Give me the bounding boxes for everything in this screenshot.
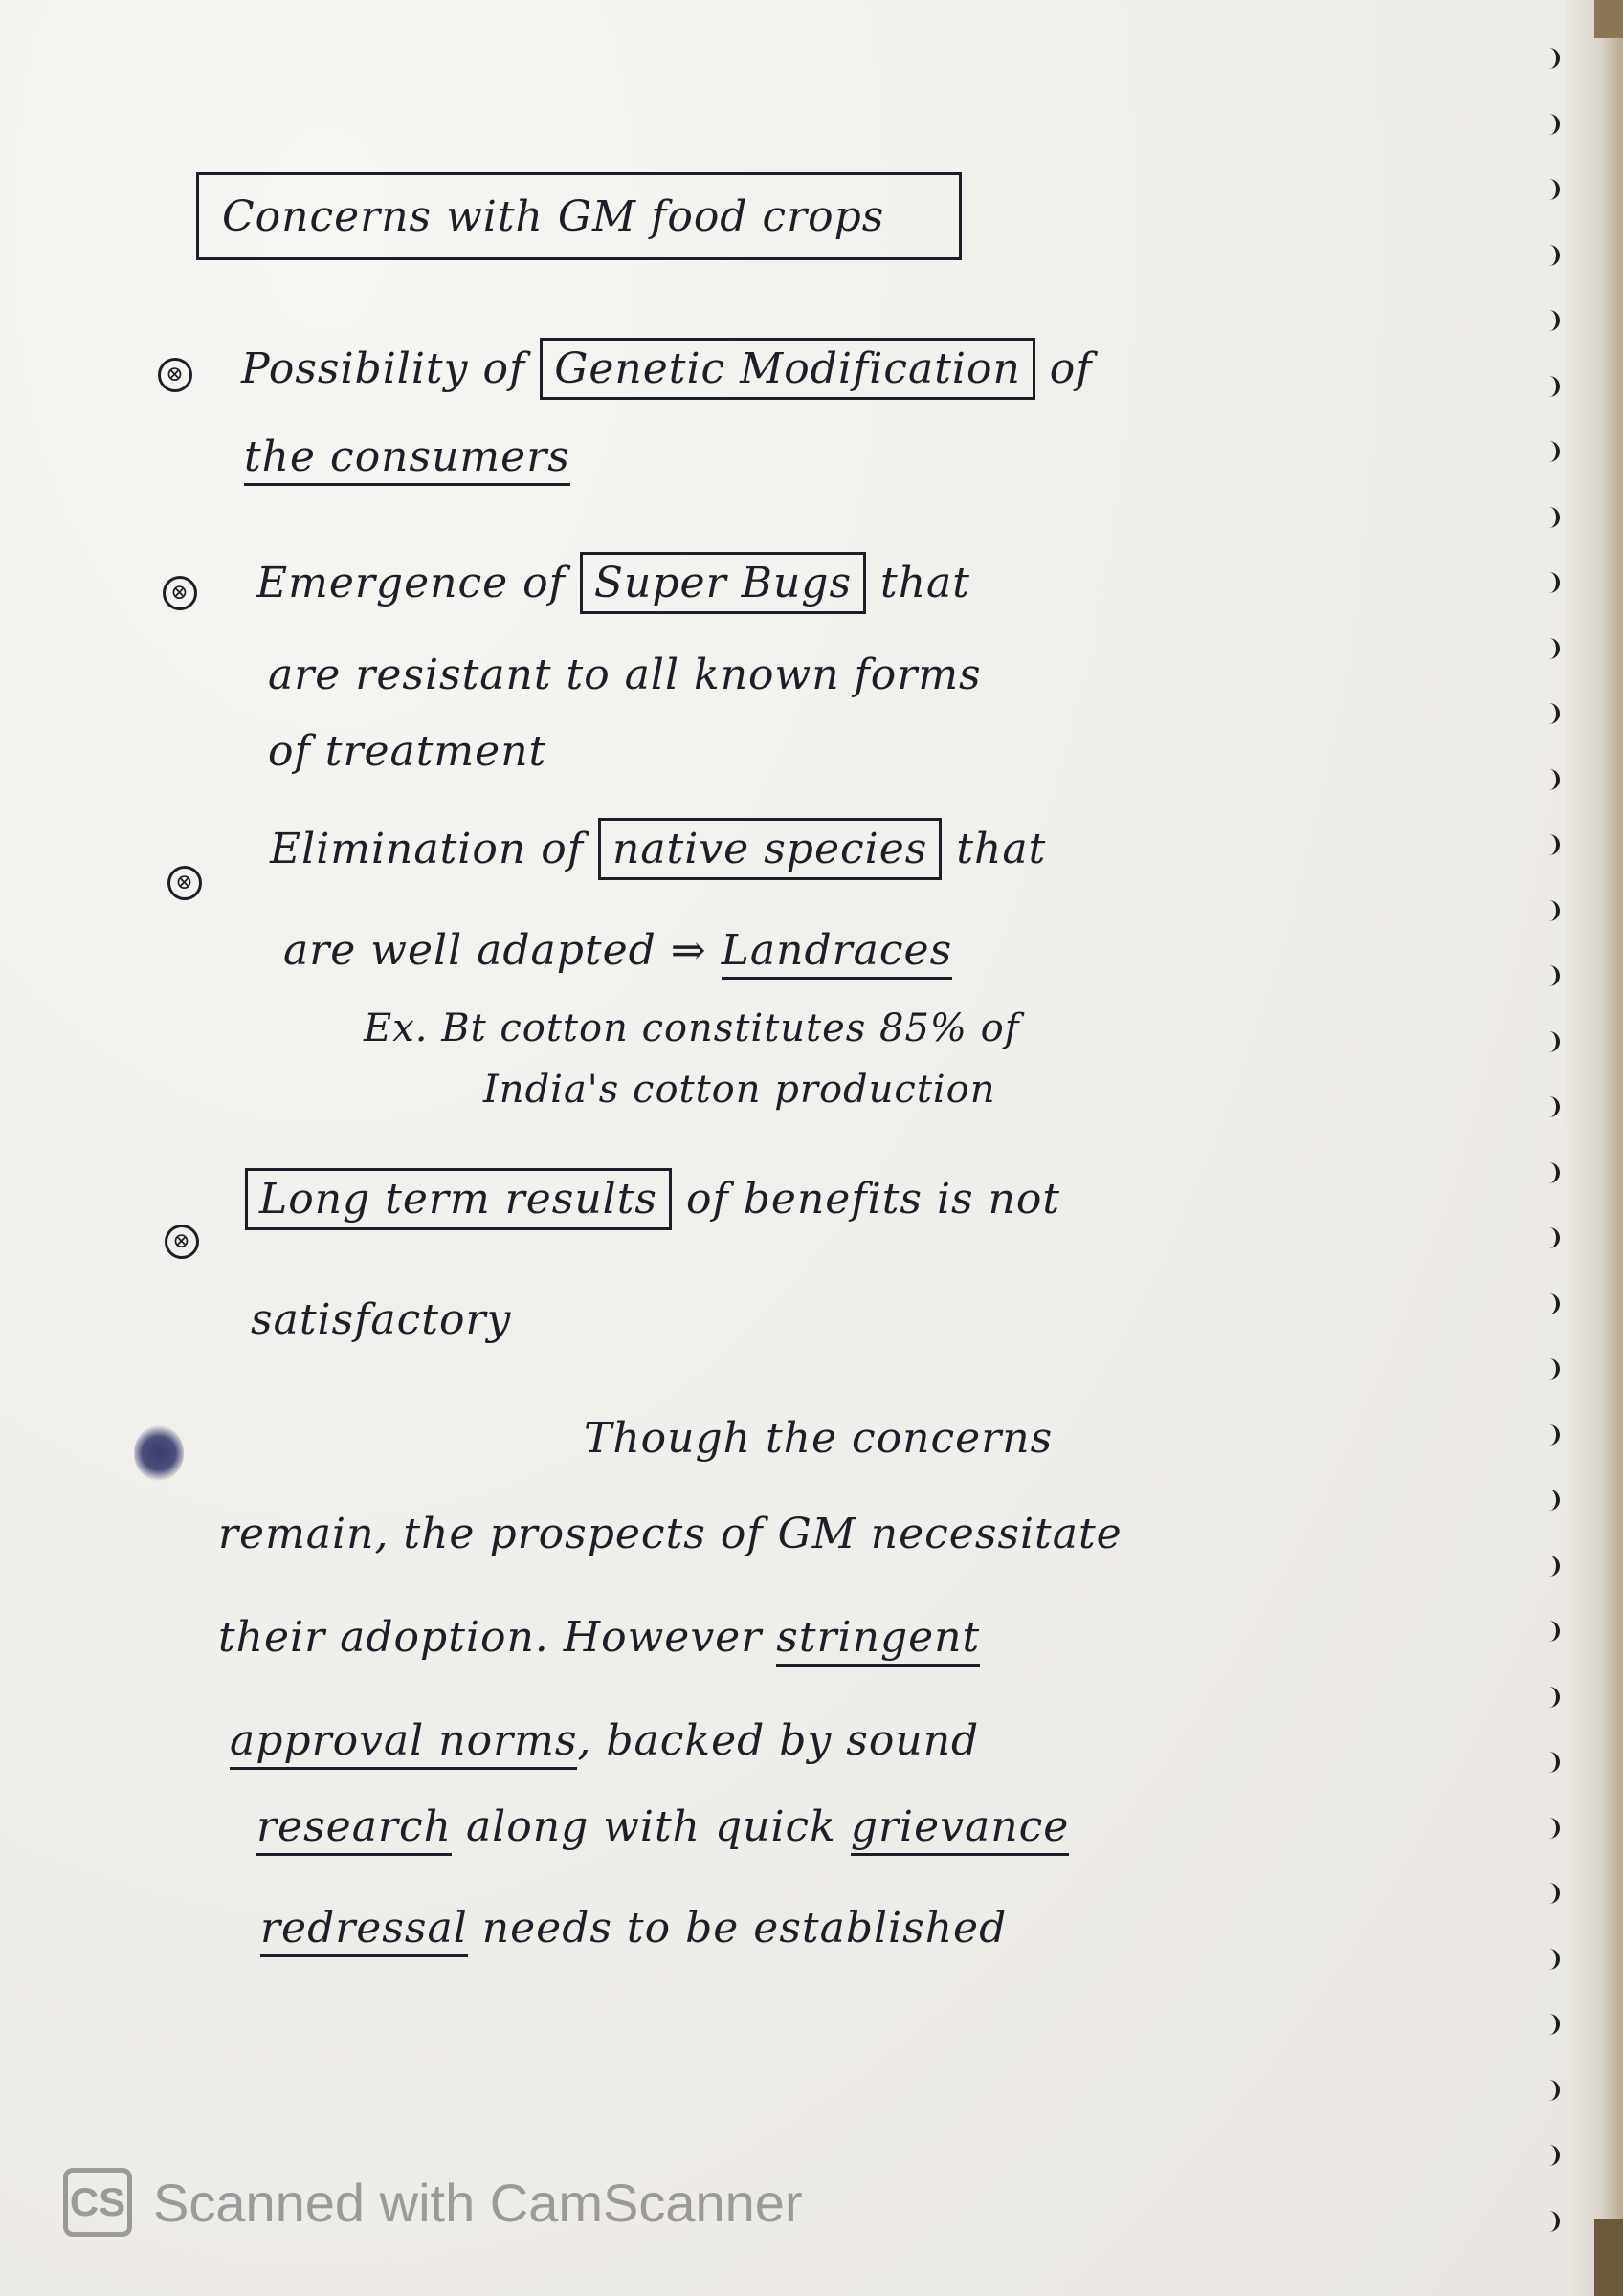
point-3-key-term: native species xyxy=(598,818,942,880)
point-1-text: Possibility of xyxy=(241,344,526,393)
note-title: Concerns with GM food crops xyxy=(196,172,962,260)
point-3-text: Elimination of xyxy=(270,825,584,873)
conclusion-line-2: remain, the prospects of GM necessitate xyxy=(218,1510,1123,1558)
conclusion-text-6: needs to be established xyxy=(481,1904,1008,1953)
point-3-underlined-term: Landraces xyxy=(722,926,952,980)
binding-hole-icon xyxy=(1543,2211,1560,2232)
point-2-line-1 xyxy=(256,559,970,607)
watermark-text: Scanned with CamScanner xyxy=(153,2172,803,2233)
bullet-icon: ⊗ xyxy=(163,576,197,610)
point-3-text-post: that xyxy=(956,825,1047,873)
example-line-1: Ex. Bt cotton constitutes 85% of xyxy=(364,1006,1020,1050)
point-2-text-post: that xyxy=(880,559,970,607)
underlined-term-redressal: redressal xyxy=(260,1904,468,1957)
conclusion-line-6 xyxy=(260,1904,1007,1953)
point-4-text-post: of benefits is not xyxy=(686,1175,1061,1224)
example-line-2: India's cotton production xyxy=(483,1068,996,1112)
conclusion-text-5: along with quick xyxy=(465,1802,836,1851)
underlined-term-grievance: grievance xyxy=(851,1802,1069,1856)
point-2-text: Emergence of xyxy=(256,559,566,607)
point-4-line-2: satisfactory xyxy=(251,1295,512,1344)
underlined-term-research: research xyxy=(256,1802,452,1856)
point-2-line-2: are resistant to all known forms xyxy=(268,651,982,699)
point-1-line-2: the consumers xyxy=(244,432,570,486)
point-4-line-1 xyxy=(245,1175,1060,1224)
underlined-term-approval-norms: approval norms xyxy=(230,1716,577,1770)
point-3-text-2: are well adapted ⇒ xyxy=(283,926,707,975)
conclusion-line-3 xyxy=(218,1613,980,1662)
bullet-icon: ⊗ xyxy=(167,866,202,900)
bullet-icon: ⊗ xyxy=(158,358,192,392)
point-3-line-1 xyxy=(270,825,1046,873)
point-4-key-term: Long term results xyxy=(245,1168,672,1230)
conclusion-line-4 xyxy=(230,1716,979,1765)
page-corner-bottom xyxy=(1594,2219,1623,2296)
conclusion-line-1: Though the concerns xyxy=(584,1414,1054,1463)
page-corner-top xyxy=(1594,0,1623,38)
underlined-term-stringent: stringent xyxy=(776,1613,980,1667)
conclusion-text-3: their adoption. However xyxy=(218,1613,763,1662)
point-1-text-post: of xyxy=(1049,344,1093,393)
ink-smudge xyxy=(134,1425,184,1481)
conclusion-text-4: , backed by sound xyxy=(577,1716,980,1765)
conclusion-line-5 xyxy=(256,1802,1069,1851)
point-1-key-term: Genetic Modification xyxy=(540,338,1035,400)
point-1-line-1 xyxy=(241,344,1093,393)
point-2-key-term: Super Bugs xyxy=(580,552,866,614)
camscanner-watermark xyxy=(63,2164,803,2241)
point-3-line-2 xyxy=(283,926,952,975)
camscanner-logo-icon: CS xyxy=(63,2168,132,2237)
point-2-line-3: of treatment xyxy=(268,727,547,776)
bullet-icon: ⊗ xyxy=(165,1225,199,1259)
